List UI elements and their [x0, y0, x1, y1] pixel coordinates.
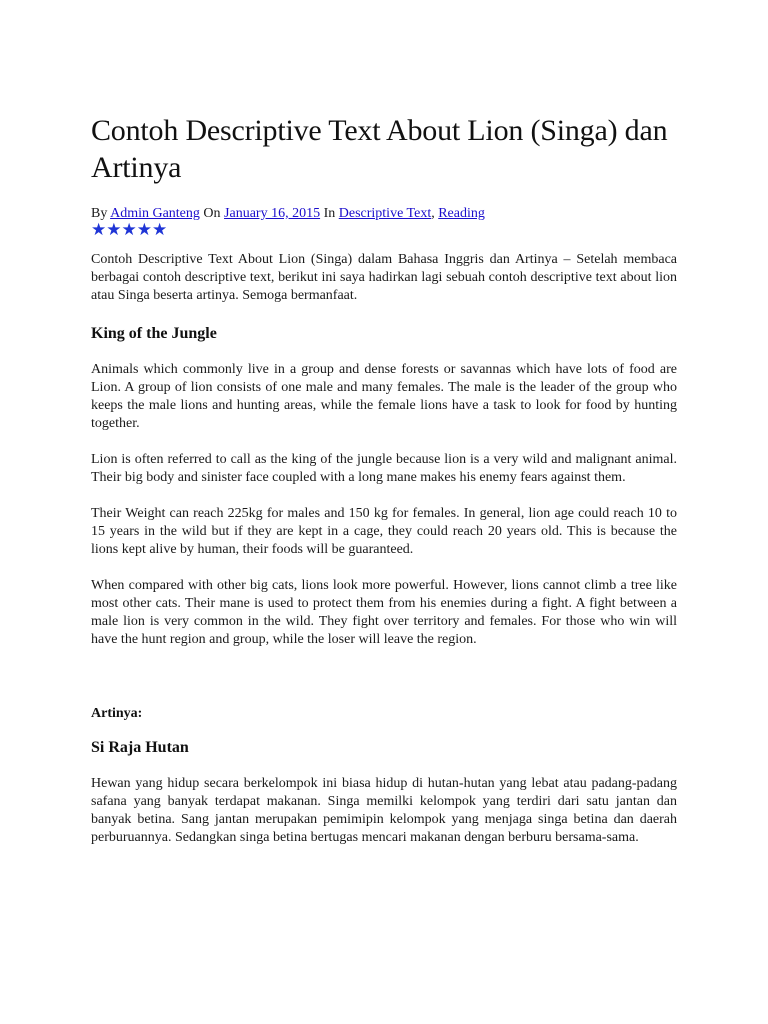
date-link[interactable]: January 16, 2015 — [224, 206, 321, 221]
byline-by-label: By — [91, 206, 108, 221]
star-rating[interactable]: ★★★★★ — [91, 220, 168, 239]
category-link-reading[interactable]: Reading — [438, 206, 485, 221]
indonesian-paragraph: Hewan yang hidup secara berkelompok ini biasa hidup di hutan-hutan yang lebat atau padang-padang safana yang banyak terdapat makanan. Singa memilki kelompok yang terdiri dari satu jantan dan banyak betina. Sang jantan merupakan pemimipin kelompok yang menjaga singa betina dan daerah perburuannya. Sedangkan singa betina bertugas mencari makanan dengan berburu bersama-sama. — [91, 776, 677, 845]
artinya-label: Artinya: — [91, 706, 143, 721]
author-link[interactable]: Admin Ganteng — [110, 206, 200, 221]
english-paragraph: Animals which commonly live in a group and dense forests or savannas which have lots of food are Lion. A group of lion consists of one male and many females. The male is the leader of the group who keeps the male lions and hunting areas, while the female lions have a task to look for food by hunting together. — [91, 362, 677, 431]
english-paragraph: Their Weight can reach 225kg for males and 150 kg for females. In general, lion age could reach 10 to 15 years in the wild but if they are kept in a cage, they could reach 20 years old. This is because the lions kept alive by human, their foods will be guaranteed. — [91, 506, 677, 557]
english-section-heading: King of the Jungle — [91, 325, 217, 342]
article-page — [91, 112, 677, 847]
article-title: Contoh Descriptive Text About Lion (Singa) dan Artinya — [91, 114, 668, 184]
english-paragraph: Lion is often referred to call as the king of the jungle because lion is a very wild and malignant animal. Their big body and sinister face coupled with a long mane makes his enemy fears against them. — [91, 452, 677, 485]
indonesian-section-heading: Si Raja Hutan — [91, 739, 189, 756]
byline — [91, 205, 677, 222]
byline-on-label: On — [203, 206, 221, 221]
category-link-descriptive-text[interactable]: Descriptive Text — [338, 206, 432, 221]
intro-paragraph: Contoh Descriptive Text About Lion (Singa) dalam Bahasa Inggris dan Artinya – Setelah membaca berbagai contoh descriptive text, berikut ini saya hadirkan lagi sebuah contoh descriptive text about lion atau Singa beserta artinya. Semoga bermanfaat. — [91, 252, 677, 303]
byline-in-label: In — [323, 206, 336, 221]
english-paragraph: When compared with other big cats, lions look more powerful. However, lions cannot climb a tree like most other cats. Their mane is used to protect them from his enemies during a fight. A fight between a male lion is very common in the wild. They fight over territory and females. For those who win will have the hunt region and group, while the loser will leave the region. — [91, 578, 677, 647]
category-separator: , — [431, 206, 435, 221]
